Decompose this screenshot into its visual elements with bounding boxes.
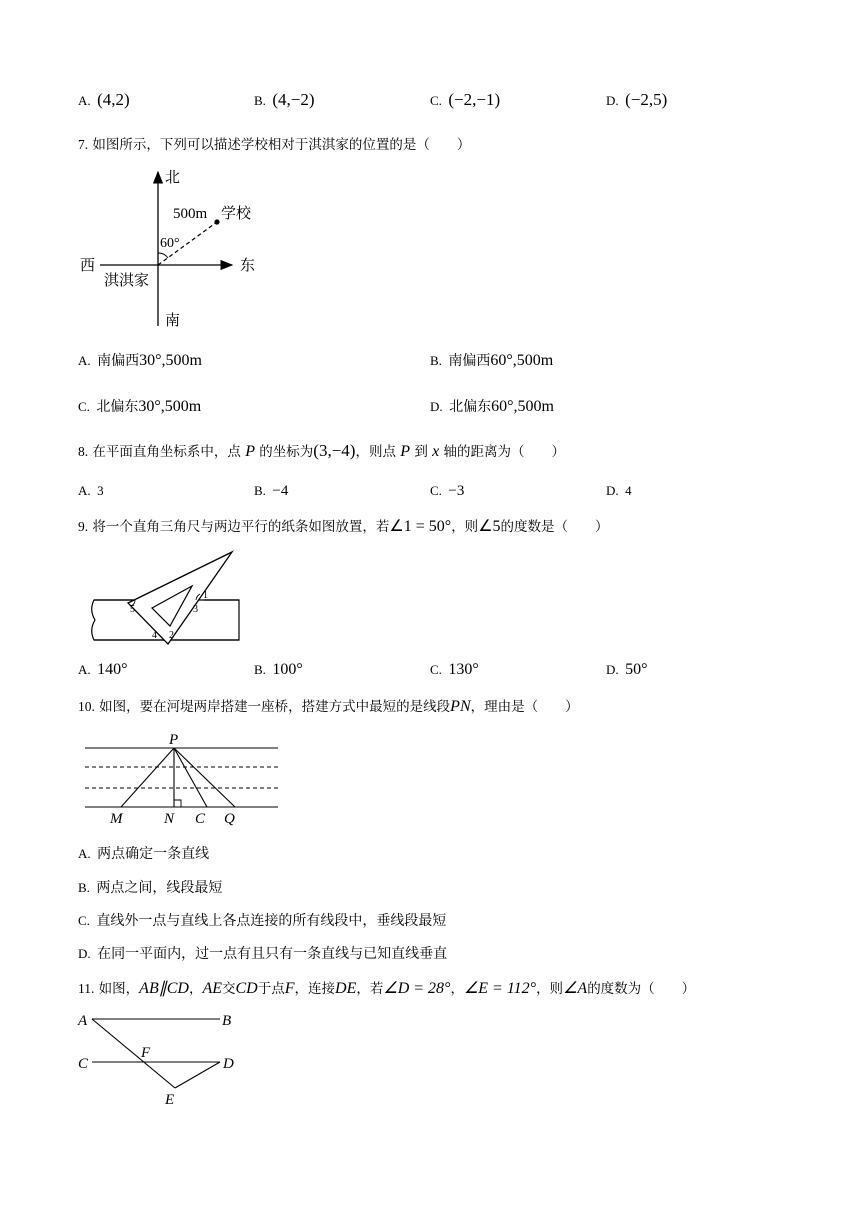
angle-2-label: 2 — [169, 630, 174, 641]
q7-option-d — [430, 396, 554, 416]
q8-option-c — [430, 483, 464, 500]
angle-e-condition: ∠E = 112° — [463, 980, 537, 997]
option-label: B. — [254, 483, 266, 498]
angle-arc — [158, 253, 168, 258]
option-label: C. — [430, 93, 442, 108]
angle-4-label: 4 — [152, 630, 157, 641]
question-text: 的度数是（ ） — [500, 519, 609, 535]
question-text: 到 — [414, 444, 428, 460]
option-value: 100° — [272, 661, 303, 678]
option-label: D. — [430, 399, 443, 414]
q10-option-b — [78, 877, 222, 897]
q7-option-b — [430, 350, 553, 370]
q11-parallel-lines-figure — [72, 1005, 252, 1105]
segment-pn: PN — [450, 698, 471, 715]
q7-stem — [78, 133, 470, 153]
south-label: 南 — [165, 313, 181, 329]
question-text: 如图，要在河堤两岸搭建一座桥，搭建方式中最短的是线段 — [99, 699, 451, 715]
option-value: 140° — [97, 661, 128, 678]
option-value: (−2,−1) — [448, 90, 501, 109]
option-label: D. — [606, 662, 619, 677]
option-label: C. — [430, 483, 442, 498]
question-text: ，则 — [451, 519, 479, 535]
question-text: 如图所示，下列可以描述学校相对于淇淇家的位置的是（ ） — [92, 137, 471, 153]
option-value: 30°,500m — [139, 352, 202, 369]
q10-option-d — [78, 943, 447, 963]
option-prefix: 北偏东 — [449, 399, 492, 415]
option-prefix: 南偏西 — [97, 353, 140, 369]
question-number: 8. — [78, 444, 89, 459]
question-text: ，理由是（ ） — [470, 699, 579, 715]
q10-stem — [78, 695, 579, 716]
question-text: ，连接 — [294, 981, 336, 997]
option-label: B. — [78, 880, 90, 895]
option-value: 在同一平面内，过一点有且只有一条直线与已知直线垂直 — [97, 946, 448, 962]
point-n-label: N — [164, 811, 175, 827]
point-d-label: D — [223, 1056, 234, 1072]
segment-ae — [92, 1019, 175, 1088]
school-point — [214, 219, 219, 224]
question-number: 11. — [78, 981, 95, 996]
q7-direction-figure — [70, 160, 270, 332]
question-number: 9. — [78, 519, 89, 534]
question-text: ， — [450, 981, 464, 997]
point-e-label: E — [165, 1092, 175, 1105]
x-axis-var: x — [432, 443, 440, 460]
point-m-label: M — [110, 811, 123, 827]
q10-option-a — [78, 843, 209, 863]
option-value: −3 — [448, 483, 465, 499]
angle-1-label: 1 — [203, 590, 208, 601]
question-text: 将一个直角三角尺与两边平行的纸条如图放置，若 — [92, 519, 390, 535]
point-p: P — [400, 443, 411, 460]
angle-d-condition: ∠D = 28° — [383, 980, 451, 997]
angle-5-label: 5 — [130, 604, 135, 615]
question-text: 于点 — [257, 981, 285, 997]
option-label: D. — [78, 946, 91, 961]
point-p: P — [245, 443, 255, 460]
home-label: 淇淇家 — [104, 273, 150, 289]
point-q-label: Q — [224, 811, 235, 827]
q9-option-c — [430, 661, 479, 679]
distance-label: 500m — [173, 206, 208, 222]
option-value: 130° — [448, 661, 479, 678]
q9-stem — [78, 515, 609, 536]
segment-pm — [121, 748, 174, 807]
q8-option-d — [606, 483, 634, 499]
q6-option-d — [606, 90, 667, 110]
option-label: A. — [78, 662, 91, 677]
question-text: ，则 — [536, 981, 564, 997]
option-value: 两点确定一条直线 — [97, 846, 210, 862]
option-value: 直线外一点与直线上各点连接的所有线段中，垂线段最短 — [96, 913, 447, 929]
angle-condition: ∠1 = 50° — [389, 518, 452, 535]
option-value: 60°,500m — [491, 398, 554, 415]
target-angle: ∠5 — [478, 518, 501, 535]
option-label: A. — [78, 846, 91, 861]
question-number: 10. — [78, 699, 95, 714]
option-value: 60°,500m — [490, 352, 554, 369]
question-number: 7. — [78, 137, 89, 152]
option-value: 3 — [97, 483, 104, 498]
segment-de: DE — [335, 980, 357, 997]
segment-pq — [174, 748, 235, 807]
point-b-label: B — [222, 1013, 232, 1029]
q7-option-c — [78, 396, 201, 416]
option-value: 4 — [625, 483, 632, 498]
q9-option-b — [254, 661, 303, 679]
option-label: C. — [78, 913, 90, 928]
option-value: 两点之间，线段最短 — [96, 880, 223, 896]
point-f: F — [284, 980, 295, 997]
question-text: 的度数为（ ） — [587, 981, 696, 997]
q9-triangle-ruler-figure — [86, 548, 246, 648]
question-text: 交 — [222, 981, 236, 997]
option-value: 50° — [625, 661, 648, 678]
angle-3-label: 3 — [193, 604, 198, 615]
option-value: (4,−2) — [272, 90, 315, 109]
point-f-label: F — [141, 1045, 151, 1061]
line-cd: CD — [235, 980, 258, 997]
q8-option-b — [254, 483, 288, 500]
option-label: B. — [254, 662, 266, 677]
point-c-label: C — [78, 1056, 89, 1072]
question-text: 的坐标为 — [259, 444, 314, 460]
option-label: D. — [606, 483, 619, 498]
segment-pc — [174, 748, 207, 807]
right-angle-mark — [174, 800, 181, 807]
option-label: C. — [430, 662, 442, 677]
point-a-label: A — [78, 1013, 88, 1029]
segment-ae: AE — [202, 980, 222, 997]
angle-label: 60° — [160, 236, 180, 251]
q6-option-b — [254, 90, 315, 110]
q8-option-a — [78, 483, 106, 499]
question-text: ，若 — [356, 981, 384, 997]
q6-option-a — [78, 90, 130, 110]
option-label: D. — [606, 93, 619, 108]
option-label: B. — [430, 353, 442, 368]
point-coordinate: (3,−4) — [313, 441, 356, 460]
option-prefix: 北偏东 — [96, 399, 139, 415]
question-text: 在平面直角坐标系中，点 — [92, 444, 241, 460]
segment-de — [175, 1062, 220, 1088]
option-value: (4,2) — [97, 90, 130, 109]
q9-option-a — [78, 661, 128, 679]
q6-option-c — [430, 90, 500, 110]
question-text: ， — [188, 981, 203, 997]
q10-bridge-figure — [80, 728, 285, 828]
question-text: 如图， — [98, 981, 140, 997]
q7-option-a — [78, 350, 202, 370]
east-label: 东 — [240, 258, 256, 274]
target-angle: ∠A — [563, 980, 588, 997]
option-value: −4 — [272, 483, 289, 499]
question-text: 轴的距离为（ ） — [443, 444, 566, 460]
option-label: A. — [78, 93, 91, 108]
option-value: 30°,500m — [138, 398, 202, 415]
north-label: 北 — [165, 170, 181, 186]
parallel-condition: AB∥CD — [139, 980, 189, 997]
q9-option-d — [606, 661, 648, 679]
west-label: 西 — [80, 258, 96, 274]
option-label: C. — [78, 399, 90, 414]
option-label: A. — [78, 483, 91, 498]
option-label: B. — [254, 93, 266, 108]
point-c-label: C — [195, 811, 206, 827]
option-prefix: 南偏西 — [448, 353, 491, 369]
option-value: (−2,5) — [625, 90, 668, 109]
q10-option-c — [78, 910, 446, 930]
point-p-label: P — [169, 732, 179, 748]
q11-stem — [78, 977, 695, 998]
question-text: ，则点 — [355, 444, 396, 460]
school-label: 学校 — [221, 206, 252, 222]
option-label: A. — [78, 353, 91, 368]
q8-stem — [78, 440, 565, 461]
